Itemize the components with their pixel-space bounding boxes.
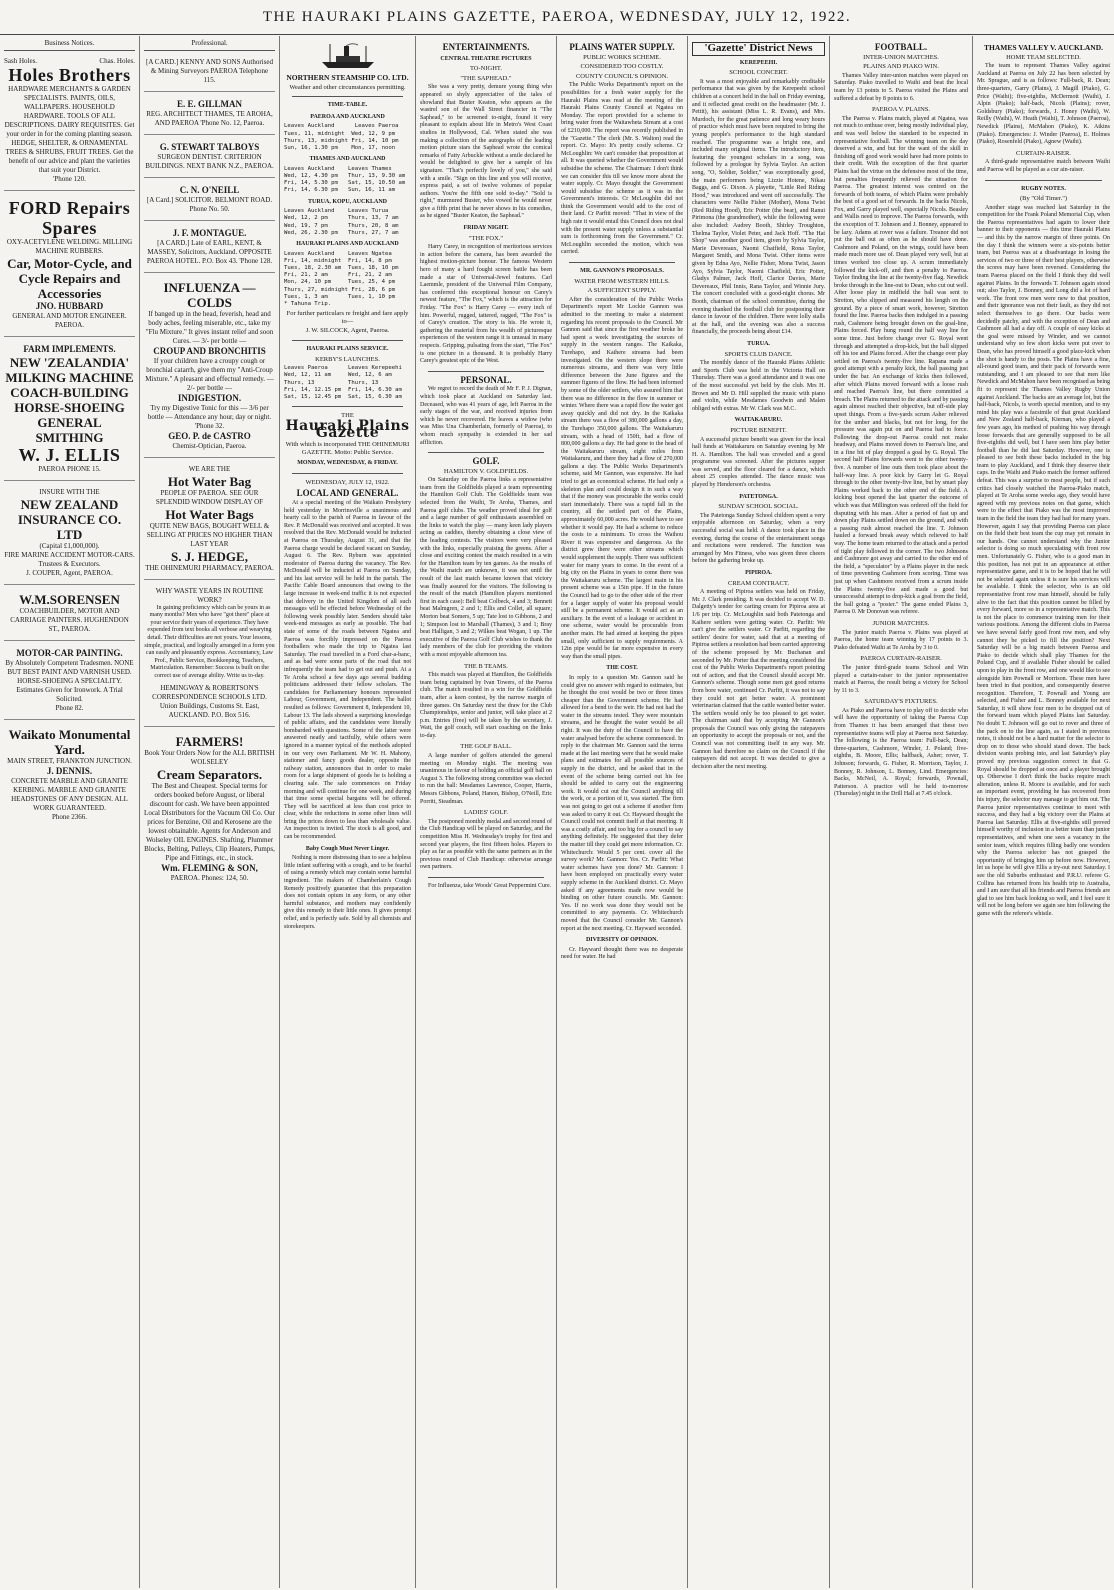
ad-title: INFLUENZA — COLDS (163, 279, 256, 310)
company-note: Weather and other circumstances permitting. (289, 83, 406, 91)
ad-body: In gaining proficiency which can be yours in as many months? Men who have "got there" place at your service their years of experience. They have expended from text books all verbose and wearying detail. Their difficulties are not yours. Your lessons, simple, practical, and logically arranged in a form you can easily and pleasantly express. Accountancy, Law Prof., Public Service, Bookkeeping, Teachers, Matriculation. Remember: Success is built on the correct use of average ability. Write us to-day. (144, 604, 275, 679)
ad-location: PAEROA PHONE 15. (38, 465, 101, 474)
ad-farmers (144, 730, 275, 889)
ad-pre: WE ARE THE (188, 464, 231, 473)
ad-body: Chemist-Optician, Paeroa. (172, 441, 247, 450)
ad-title: MOTOR-CAR PAINTING. (16, 648, 123, 659)
subheading: WATER FROM WESTERN HILLS. (574, 277, 670, 285)
ad-title: INDIGESTION. (177, 392, 242, 403)
subheading: INTER-UNION MATCHES. (863, 53, 939, 61)
ad-body: If your children have a croupy cough or bronchial catarrh, give them my "Anti-Croup Mixture." A pleasant and effectual remedy. — 2/- per bottle — (145, 356, 274, 392)
column-district-news (688, 36, 830, 1588)
column-football (830, 36, 973, 1588)
ad-title: CROUP AND BRONCHITIS (153, 345, 266, 356)
subheading: SUNDAY SCHOOL SOCIAL. (718, 503, 799, 511)
ad-title: Holes Brothers (8, 65, 131, 86)
ad-name: S. J. HEDGE, (171, 548, 248, 564)
ad-title: Waikato Monumental Yard. (8, 727, 131, 758)
ad-name: HEMINGWAY & ROBERTSON'S CORRESPONDENCE SCHOOLS LTD. (152, 683, 267, 701)
ad-title: Hot Water Bags (165, 506, 254, 522)
gazette-date: WEDNESDAY, JULY 12, 1922. (305, 478, 390, 486)
route-heading: HAURAKI PLAINS AND AUCKLAND (296, 241, 399, 247)
ad-headline: Car, Motor-Cycle, and Cycle Repairs and Accessories (7, 256, 132, 302)
subheading: JUNIOR MATCHES. (872, 619, 930, 627)
ad-body: QUITE NEW BAGS, BOUGHT WELL & SELLING AT PRICES NO HIGHER THAN LAST YEAR (146, 521, 273, 548)
subheading: FRIDAY NIGHT. (463, 225, 509, 232)
ad-name: GEO. P. de CASTRO (168, 430, 251, 441)
masthead: THE HAURAKI PLAINS GAZETTE, PAEROA, WEDNESDAY, JULY 12, 1922. (0, 0, 1114, 35)
film-title: "THE FOX." (468, 234, 504, 242)
service-times: Leaves Paeroa Leaves Kerepeehi Wed, 12, 11 am Wed, 12, 6 am Thurs, 13 Thurs, 13 Fri, 14, 12.15 pm Fri, 14, 6.30 am Sat, 15, 12.45 pm Sat, 15, 6.30 am (284, 365, 402, 400)
local-general-body: At a special meeting of the Waikato Presbytery held yesterday in Morrinsville a unanimous and hearty call to the parish of Paeroa in favour of the Rev. P. McDonald was received and accepted. It was resolved that the Rev. McDonald would be inducted at Paeroa on Thursday, August 31, and that the Paeroa charge would be declared vacant on Sunday, August 6. The Rev. Ryburn was appointed moderator of Paeroa during the vacancy. The Rev. McDonald will be inducted at Paeroa on Sunday, and his last service will be held in the parish. The Pacific Cable Board announces that owing to the large increase in week-end traffic it is not expected that delivery in the United Kingdom of all such messages will be effected before Wednesday of the following week possibly later. Senders should take week-end messages as early as possible. The bad state of some of the roads between Ngatea and Paeroa was forcibly impressed on the Paeroa footballers who made the trip to Ngatea last Saturday. The road travelled in a Ford char-a-banc, and as bad were some parts of the road that not infrequently the team had to get out and push. At a Te Aroha school a few days ago several budding politicians addressed their fellow scholars. The candidates for Parliamentary honours represented Labour, Government, and Independent. The ballot resulted as follows: Government 8, Independent 10, Labour 13. The lads showed a surprising knowledge of public affairs, and the candidates were literally bombarded with questions. Some of the latter were answered neatly and tactfully, while others were ignored in a manner typical of the methods adopted in our very own Parliament. Mr W. H. Mahony, stationer and fancy goods dealer, opposite the railway station, announces that in order to make room for a large shipment of goods he is holding a clearing sale. The sale commences on Friday morning and will continue for one week, and during that time some special bargains will be offered. They will be sacrificed at less than cost price to clear, while the reductions in some other lines will bring the prices down to less than wholesale value. An inspection is invited. The stock is all good, and can be recommended. (284, 499, 411, 841)
ad-oneill (144, 181, 275, 221)
route-heading: THAMES AND AUCKLAND (309, 156, 386, 163)
section-heading: RUGBY NOTES. (1021, 185, 1066, 192)
ad-monumental-yard (4, 723, 135, 828)
column-entertainments (416, 36, 557, 1588)
ad-kenny-sons (144, 54, 275, 92)
ad-body: CONCRETE MARBLE AND GRANITE KERBING. MARBLE AND GRANITE HEADSTONES OF ANY DESIGN. ALL WORK GUARANTEED. (11, 777, 128, 813)
article-body: A third-grade representative match between Waihi and Paeroa will be played as a cur ain-raiser. (977, 159, 1110, 173)
article-body: This match was played at Hamilton, the Goldfields team being captained by Ivan Towers, of the Paeroa club. The match resulted in a win for the Goldfields team, after a keen contest, by the narrow margin of three games. On Saturday next the draw for the Club Championships, senior and junior, will take place at 2 p.m. Entries (free) will be taken by the secretary, J. Watt, the golf couch, will start coaching on the links to-day. (420, 672, 552, 739)
section-banner: 'Gazette' District News (692, 42, 825, 56)
ad-body: The Best and Cheapest. Special terms for orders booked before August, or liberal discount for cash. We have been appointed Local Distributors for the Vacuum Oil Co. Our prices for Benzine, Oil and Kerosene are the lowest obtainable. Agents for Anderson and Wolseley OIL ENGINES. Shafting, Plummer Blocks, Belting, Pulleys, Clip Heaters, Pumps, Pipe and Fittings, etc., in stock. (144, 781, 275, 862)
ad-body: [A Card.] SOLICITOR. BELMONT ROAD. Phone No. 50. (146, 195, 273, 213)
ad-body: Book Your Orders Now for the ALL BRITISH WOLSELEY (144, 748, 275, 766)
subheading: CENTRAL THEATRE PICTURES (440, 55, 532, 62)
route-heading: TURUA, KOPU, AUCKLAND (307, 198, 387, 205)
ad-name: J. DENNIS. (46, 766, 93, 777)
film-title: "THE SAPHEAD." (460, 74, 512, 82)
article-body: After the consideration of the Public Works Department's report Mr Lockie Gannon was admitted to the meeting to make a statement regarding his recent proposals to the Council. Mr Gannon said that since the first weather broke he had spent a week investigating the sources of supply in the western ranges. The Kaikaka, Turehapo, and Kaihere streams had been investigated. On the western slope there were numerous streams, and there was very little difference between the June figures and the summer figures of the flow. He had been informed by some of the older settlers, who assured him that there was no difference in the flow in summer or winter. Where there was a rapid flow the water got away quickly and did not dry. In the Kaikaka stream there was a flow of 380,000 gallons a day, the Turehapo 350,000 gallons. The Waitakaruru stream, with a head of 150ft, had a flow of 800,000 gallons a day. He had gone to the head of the Waitakaruru stream, eight miles from Waitakaruru, and there they had a flow of 270,000 gallons a day. The Public Works Department's scheme, said Mr Gannon, was expensive. He had tried to get an economical scheme. He had only a skeleton plan and could design it in such a way that if the money was procurable the works could start immediately. There was a rapid fall in the country, all the settled part of the Plains, approximately 60,000 acres. He would have to see whether it would pay. He had a scheme to reduce the costs to a minimum. To cross the Waihou River it was expensive and dangerous. As the district grew there were other streams which would supplement the supply. There was sufficient water for many years to come. In the event of a big city on the Plains in years to come there was the Waitakaruru scheme. The largest main in his present scheme was a 15in pipe. If in the future the Council had to go to the other side of the river for a larger supply of water his proposal would still be a permanent scheme. It would act as an auxiliary. In the event of a leakage or accident in one scheme, water would be procurable from another main. He had aimed at keeping the pipes small, only sufficient to supply requirements. A 12in pipe would be far more expensive in every way than the small pipes. (561, 296, 683, 660)
subheading: PICTURE BENEFIT. (730, 426, 787, 434)
byline: (By "Old Timer.") (1019, 195, 1068, 203)
section-heading: ENTERTAINMENTS. (442, 42, 530, 52)
ad-body: HARDWARE MERCHANTS & GARDEN SPECIALISTS. PAINTS, OILS, WALLPAPERS. HOUSEHOLD HARDWARE. TOOLS OF ALL DESCRIPTIONS. DAIRY REQUISITES. Get your order in for the coming planting season. HEDGE, SHELTER, & ORNAMENTAL TREES & SHRUBS, FRUIT TREES. Get the benefit of our advice and plant the varieties that suit your District. (4, 85, 135, 175)
ad-title: FORD Repairs Spares (8, 198, 131, 239)
section-heading: FOOTBALL. (874, 42, 928, 52)
footer-ad: For Influenza, take Woods' Great Peppermint Cure. (428, 882, 552, 889)
subheading: LADIES' GOLF. (464, 809, 508, 817)
article-body: The team to represent Thames Valley against Auckland at Paeroa on July 22 has been selected by Mr. Sprague, and is as follows: Full-back, R. Dean; three-quarters, Garry (Plains), J. Magill (Piako), G. Price (Waihi); five-eighths, McDermott (Waihi), J. Alpin (Piako); half-back, Nicols (Plains); rover, Goldsbury (Piako); forwards, J. Honey (Waihi), W. Reilly (Waihi), W. Heath (Waihi), T. Johnson (Paeroa), Newdick (Plains), McMahon (Piako), K. Atkins (Piako). Emergencies: J. Winder (Paeroa), E. Holmes (Piako), Rosenfeld (Piako), Agnew (Waihi). (977, 63, 1110, 146)
subheading: MR. GANNON'S PROPOSALS. (580, 268, 664, 275)
subheading: PUBLIC WORKS SCHEME. (583, 53, 661, 61)
article-body: She was a very pretty, demure young thing who appeared so shyly appreciative of the tales of showland that Buster Keaton, who appears as the wastrel son of the Wall Street financier in "The Saphead," to be screened to-night, found it very pleasant to explain about life in Metro's West Coast studios in Hollywood, Cal. When stated she was making a collection of the autographs of the leading motion picture stars the Saphead wrote the comical remarks of Fatty Arbuckle without a smile declared he would be delighted to give her a sample of his signature. "That's perfectly lovely of you," she said with a smile. "Sign on this line and you will receive, express paid, a set of twelve volumes of popular authors. You're the fifth one sold to-day." "Sold is right," murmured Buster, who vowed he would never give a fifth print that he never shows in his comedies, as he signed "Buster Keaton, the Saphead." (420, 84, 552, 220)
gazette-nameplate: Hauraki Plains Gazette (285, 417, 410, 442)
subheading: TO-NIGHT. (469, 65, 503, 73)
steamship-icon (318, 42, 378, 70)
ad-insurance (4, 484, 135, 585)
ad-body: [A CARD.] Late of EARL, KENT, & MASSEY, Solicitors, Auckland. OPPOSITE PAEROA HOTEL. P.O. Box 43. 'Phone 128. (146, 238, 273, 265)
ad-headline: NEW 'ZEALANDIA' MILKING MACHINE (5, 355, 134, 386)
subheading: CONSIDERED TOO COSTLY. (580, 63, 664, 71)
column-steamship-local (280, 36, 416, 1588)
ad-body: COACHBUILDER, MOTOR AND CARRIAGE PAINTERS. HUGHENDON ST., PAEROA. (10, 607, 129, 634)
section-heading: PLAINS WATER SUPPLY. (569, 42, 675, 52)
subheading: PAEROA CURTAIN-RAISER. (860, 655, 942, 663)
ad-name: Wm. FLEMING & SON, (161, 862, 258, 873)
article-body: The Paeroa v. Plains match, played at Ngatea, was not much to enthuse over, being mostly individual play, and was well below the standard to be expected in representative football. The winning team on the day deserved a win, and but for the want of the skill in finishing off good work would have had more points to their credit. With the exception of the first quarter Plains had the virtue on the defensive most of the time, but penalties frequently relieved the situation for Paeroa. The greatest interest was centred on the forwards of both teams, of which Plains were probably the best of a good set of forwards. In the backs Nicols, Fox, and Garry played well, especially Nicols. Beasley and Wallis need to improve. The Paeroa forwards, with the exception of T. Johnson and J. Bonney, appeared to be lazy. Adams at rover was a failure. Treanor did not put the ball out as often as he should have done. Cashmore and Poland, on the wings, could have been made much more use of. Dean played very well, but at times worked too close up. A scrum immediately followed the kick-off, and then a penalty to Paeroa. Taylor finding the line at the twenty-five flag. Newdick broke through in the line-out to Dean, who cut out well. After loose play in midfield the ball was sent to Stretton, who slipped and measured his length on the ground. By a piece of smart work, however, Stretton found the line. Paeroa backs then indulged in a passing rush, Cashmore being brought down on the goal-line, Plains forced. Play hung round the half way line for some time. Just before change over G. Royal went through and attempted a drop-kick, but the ball slipped off his toe and Plains forced. After the change over play settled on Paeroa's twenty-five line. Rapana made a good attempt with a penalty kick, the ball passing just under the bar. An exchange of kicks then followed, after which Plains moved forward with a loose rush and reached Paeroa's line, but there committed a breach. The Plains returned to the attack and by passing again almost reached their objective, but off-side play upset things. From a five-yards scrum Asher relieved for the umber and blacks, but not for long, for the pressure was again put on and Paeroa had to force. Following the drop-out Paeroa could not make headway, and Plains moved down to Paeroa's line, and in a fine bit of play dropped a goal by G. Royal. The second half Plains forwards went to the other twenty-five. A number of line outs then took place about the half-way line. A poor kick by Garry let G. Royal through to the other twenty-five line, but by smart play Plains worked back to the other end of the field. A kicking bout opened the last quarter the outcome of which was that Millington was ordered off the field for disputing with his man. After a period of fast up and down play Plains settled down on the ground, and with a passing rush almost reached the line. T. Johnson hauled a forward break away which relieved to half way. The home team returned to the attack and a period of tight play followed in the corner. The two Johnsons and Cashmore got away and carried to the other end of the field, a "speculator" by a Plains player in the neck of time preventing Cashmore from scoring. Time was just up when Cashmore received from a scrum inside the Plains twenty-five and made a good but unsuccessful attempt to drop-kick a goal from the field, the ball going a "poster." The game ended Plains 3, Paeroa 0. Mr Donovan was referee. (834, 115, 969, 616)
ad-title: FARM IMPLEMENTS. (23, 344, 116, 355)
ad-body: SURGEON DENTIST. CRITERION BUILDINGS. NEXT BANK N.Z., PAEROA. (145, 152, 274, 170)
gazette-subtitle: With which is incorporated THE OHINEMURI GAZETTE. Motto: Public Service. (285, 440, 410, 456)
subheading: PLAINS AND PIAKO WIN. (863, 63, 939, 71)
ad-body: PAEROA. Phones: 124, 50. (170, 873, 249, 882)
ad-body: COACH-BUILDING HORSE-SHOEING GENERAL SMITHING (10, 385, 129, 446)
section-heading: THAMES VALLEY V. AUCKLAND. (984, 43, 1103, 52)
subheading: HOME TEAM SELECTED. (1006, 53, 1081, 61)
gazette-the: THE (341, 412, 354, 420)
service-heading: HAURAKI PLAINS SERVICE. (306, 346, 389, 352)
ad-body: Try my Digestive Tonic for this — 3/6 per bottle — Attendance any hour, day or night. 'Phone 32. (147, 403, 272, 430)
ad-title: E. E. GILLMAN (176, 98, 242, 109)
column-rugby (973, 36, 1114, 1588)
baby-cough-body: Nothing is more distressing than to see a helpless little infant suffering with a cough, and to be fearful of using a remedy which may contain some harmful ingredient. The makers of Chamberlain's Cough Remedy positively guarantee that this preparation does not contain opium in any form, or any other harmful substance, and mothers may confidently give this remedy to their little ones. It gives prompt relief, and is perfectly safe. Sold by all chemists and storekeepers. (284, 855, 411, 930)
locality-heading: WAITAKARURU. (734, 417, 783, 424)
gazette-days: MONDAY, WEDNESDAY, & FRIDAY. (297, 460, 398, 467)
ad-sorensen (4, 588, 135, 641)
ad-phone: Phone 2366. (52, 813, 87, 822)
subheading: THE B TEAMS. (464, 662, 508, 670)
article-body: The postponed monthly medal and second round of the Club Handicap will be played on Saturday, and the competition Miss H. Wednesday's trophy for first and second year players, the first fifteen holes. Players to play as far as possible with the same partners as in the previous round of Club Handicap: otherwise arrange own partners. (420, 818, 552, 871)
column-professional (140, 36, 280, 1588)
ad-correspondence-schools (144, 583, 275, 727)
ad-montague (144, 224, 275, 273)
ad-influenza (144, 276, 275, 458)
column-header: Professional. (144, 40, 275, 51)
ad-motor-painting (4, 644, 135, 720)
route-times: Leaves Auckland Leaves Thames Wed, 12, 4.30 pm Thur, 13, 9.30 am Fri, 14, 5.30 pm Sat, 15, 10.50 am Fri, 14, 6.30 pm Sun, 16, 11 am (284, 165, 406, 194)
subheading: THE COST. (606, 665, 638, 672)
timetable-note: For further particulars re freight and fare apply to— (286, 310, 409, 325)
timetable-heading: TIME-TABLE. (327, 102, 368, 109)
ad-headline: Cream Separators. (156, 766, 263, 782)
column-water-supply (557, 36, 688, 1588)
route-times: Leaves Auckland Leaves Turua Wed, 12, 2 pm Thurs, 13, 7 am Wed, 19, 7 pm Thurs, 20, 8 am Wed, 26, 2.30 pm Thurs, 27, 7 am (284, 208, 399, 236)
service-subheading: KERBY'S LAUNCHES. (315, 355, 380, 363)
article-body: Harry Carey, in recognition of meritorious services in action before the camera, has been awarded the highest motion-picture honour. The famous Western hero of many a hard fought screen battle has been made a star of Universal-Jewel features. Carl Laemmle, president of the Universal Film Company, has conferred this exceptional honour on Carey's newest feature, "The Fox," which is the attraction for Friday. "The Fox" is Harry Carey — every inch of him. Powerful, rugged, tattered, ragged, "The Fox" is of Carey's creation. The story is his. He wrote it, gathering the material from his wealth of picturesque experiences of the western range it is unusual in many respects. Gripping, pulsating from the start, "The Fox" is one picture in a thousand. It is probably Harry Carey's greatest epic of the West. (420, 244, 552, 365)
column-business-notices (0, 36, 140, 1588)
subheading: DIVERSITY OF OPINION. (585, 937, 659, 944)
article-body: A successful picture benefit was given for the local hall funds at Waitakaruru on Saturday evening by Mr H. A. Hamilton. The hall was crowded and a good programme was screened. After the pictures supper was served, and the floor cleared for a dance, which about 25 couples attended. The dance music was played by Henderson's orchestra. (692, 436, 825, 489)
ad-body: [A CARD.] KENNY AND SONS Authorised & Mining Surveyors PAEROA Telephone 115. (146, 57, 273, 84)
article-body: The monthly dance of the Hauraki Plains Athletic and Sports Club was held in the Victoria Hall on Thursday. There was a good attendance and it was one of the most successful yet held by the club. Mrs H. Brown and Mr D. Hill supplied the music with piano and violin, while Mesdames Goodwin and Malen obliged with extras. Mr W. Clark was M.C. (692, 360, 825, 412)
article-body: We regret to record the death of Mr F. P. J. Dignan, which took place at Auckland on Saturday last. Deceased, who was 41 years of age, left Paeroa in the early stages of the war, and received injuries from which he never recovered. He leaves a widow (who was Miss Una Chamberlain, formerly of Paeroa), to whom much sympathy is extended in her sad affliction. (420, 386, 552, 446)
section-heading: GOLF. (472, 456, 500, 467)
route-times: Leaves Auckland Leaves Ngatea Fri, 14, midnight Fri, 14, 8 pm Tues, 18, 2.30 am Tues, 18, 10 pm Fri, 21, 2 am Fri, 21, 2 am Mon, 24, 10 pm Tues, 25, 4 pm Thurs, 27, midnight Fri, 28, 6 pm Tues, 1, 3 am Tues, 1, 10 pm * Tahuna Trip. (284, 250, 399, 308)
ad-body: FIRE MARINE ACCIDENT MOTOR-CARS. Trustees & Executors. (4, 551, 135, 569)
ad-talboys (144, 138, 275, 178)
ad-agent: J. COUPER, Agent, PAEROA. (26, 569, 113, 578)
subheading: SATURDAY'S FIXTURES. (864, 698, 938, 706)
ad-title: Hot Water Bag (167, 473, 252, 489)
ad-body: If banged up in the head, feverish, head and body aches, feeling miserable, etc., take my "Flu Mixture." It gives instant relief and soon Cures. — 3/- per bottle — (145, 309, 274, 345)
ad-right-name: Chas. Holes. (99, 56, 135, 65)
company-name: NORTHERN STEAMSHIP CO. LTD. (286, 73, 409, 82)
ad-ford (4, 194, 135, 337)
local-general-heading: LOCAL AND GENERAL. (296, 488, 399, 499)
ad-phone: Phone 82. (55, 704, 84, 713)
article-body: The Public Works Department's report on the possibilities for a fresh water supply for the Hauraki Plains was read at the meeting of the Hauraki Plains County Council at Ngatea on Monday. The report provided for a scheme to bring water from the Waitawheta Stream at a cost of £210,000. The report was recently published in the "Gazette." The clerk (Mr. S. Walton) read the report. Cr. Mayo: It's pretty costly scheme. Cr McLoughlin: We can't consider that proposition at all. It was queried whether the Government would subsidise the scheme. The Chairman: I don't think we can consider this till we know more about the water supply. Cr. Mayo thought the Government would subsidise the scheme as it was in the Government's interests. Cr McLoughlin did not think the Government would add to the cost of their land. Cr Parfitt moved: "That in view of the high rate it would entail this Council does not deal with the present water supply unless a substantial sum is forthcoming from the Government." Cr. McLoughlin seconded the motion, which was carried. (561, 82, 683, 256)
subheading: SCHOOL CONCERT. (729, 69, 788, 77)
ad-title: G. STEWART TALBOYS (159, 141, 260, 152)
ad-title: FARMERS! (175, 733, 244, 749)
ad-body: THE OHINEMURI PHARMACY, PAEROA. (145, 563, 274, 572)
ad-farm-implements (4, 340, 135, 481)
ad-head: WHY WASTE YEARS IN ROUTINE WORK? (155, 586, 264, 604)
article-body: Thames Valley inter-union matches were played on Saturday. Piako travelled to Waihi and beat the local team by 13 points to 5. Paeroa visited the Plains and suffered a defeat by 8 points to 6. (834, 72, 968, 102)
ad-body: OXY-ACETYLENE WELDING. MILLING MACHINE RUBBERS. (6, 238, 133, 256)
locality-heading: PATETONGA. (739, 493, 778, 500)
article-body: It was a most enjoyable and remarkably creditable performance that was given by the Kerepeehi school children at a concert held in the hall on Friday evening, and it reflected great credit on the headmaster (Mr. J. Pettit), his assistant (Miss L. R. Evans), and Mrs. Murdoch, for the great patience and long weary hours of practice which must have been required to bring the young people's performance to the high standard reached. The programme was a bright one, and included many original items. The introductory item, featuring the youngest scholars in a song, was followed by a prologue by Sylvia Taylor. An action song, "O, Soldier, Soldier," was exceptionally good, the main performers being Lizzie Hotene, Nikau Baggs, and G. Dixon. A playette, "Little Red Riding Hood," was introduced and went off successfully. The characters were Nellie Fisher (Mother), Mona Twist (Red Riding Hood), Eric Potter (the bear), and Ranui Pirimona (the grandmother), while the following were also included: Audrey Booth, Shirley Troughton, Thelma Taylor, Violet Peter, and Jack Hoff. "The Hat Shop" was another good item, given by Sylvia Taylor, Marie Devereaux, Naomi Chatfield, Rona Taylor, Margaret Smith, and Mona Twist. Other items were given by Edna Ayo, Nellie Fisher, Mona Twist, Jason Ayo, Sylvia Taylor, Naomi Chatfield, Eric Potter, Gladys Palmer, Jack Hoff, Clarice Davies, Marie Devereaux, Phil Innis, Rana Taylor, and Winnie Jury. The concert concluded with a good-night chorus. Mr Booth, chairman of the school committee, during the evening thanked the football club for postponing their dance in favour of the children. There were lolly stalls at the hall, and the evening was also a success financially, the proceeds being about £14. (692, 78, 825, 336)
ad-left-name: Sash Holes. (4, 56, 38, 65)
locality-heading: KEREPEEHI. (739, 59, 778, 66)
section-heading: PERSONAL. (460, 374, 512, 385)
ad-title: W.M.SORENSEN (19, 592, 120, 608)
ad-address: Union Buildings, Customs St. East, AUCKLAND. P.O. Box 516. (159, 701, 260, 719)
ad-title: NEW ZEALAND INSURANCE CO. LTD (17, 497, 122, 543)
column-header: Business Notices. (4, 40, 135, 51)
ad-holes-brothers (4, 54, 135, 192)
baby-cough-heading: Baby Cough Must Never Linger. (305, 845, 390, 852)
ad-body: By Absolutely Competent Tradesmen. NONE BUT BEST PAINT AND VARNISH USED. HORSE-SHOEING A SPECIALITY. Estimates Given for Ironwork. A Trial Solicited. (5, 659, 134, 704)
article-body: Cr. Hayward thought there was no desperate need for water. He had (561, 946, 683, 961)
article-body: On Saturday on the Paeroa links a representative team from the Goldfields played a team representing the Hamilton Golf Club. The Goldfields team was selected from the Waihi, Te Aroha, Thames, and Paeroa golf clubs. The weather proved ideal for golf and a large number of golf enthusiasts assembled on the links to watch the play — many keen lady players acting as caddies, thereby obtaining a close view of the leading contests. The visitors were very pleased with the links, especially praising the greens. After a close and exciting contest the match resulted in a win for the Hamilton team by ten games. As the results of the Waihi match are unknown, it was not until the result of the last match became known that victory was finally assured for the visitors. The following is the result of the match (Hamilton players mentioned first in each case): Bell beat Colbeck, 4 and 3; Bennett beat Malmgren, 2 and 1; Ellis and Collet, all square; Morton beat Somers, 5 up; Tate lost to Gibbons, 2 and 1; Simpson lost to Marshall (Thames), 3 and 1; Bray beat Halligan, 3 and 2; Wilkes beat Wogan, 1 up. The executive of the Paeroa Golf Club wishes to thank the lady members of the club for providing the visitors with a most enjoyable afternoon tea. (420, 477, 552, 658)
subheading: HAMILTON V. GOLDFIELDS. (443, 467, 529, 475)
subheading: CURTAIN-RAISER. (1016, 149, 1071, 157)
subheading: COUNTY COUNCIL'S OPINION. (575, 72, 669, 80)
ad-title: C. N. O'NEILL (179, 184, 240, 195)
ad-body: REG. ARCHITECT THAMES, TE AROHA, AND PAEROA 'Phone No. 12, Paeroa. (146, 109, 273, 127)
article-body: As Piako and Paeroa have to play off to decide who will have the opportunity of taking the Paeroa Cup from Thames it has been arranged that these two representative teams will play at Paeroa next Saturday. The following is the Paeroa team: Full-back, Dean; three-quarters, Cashmore, Winder, J. Poland; five-eighths, B. Moore, Ellis; halfback, Asher; rover, T. Johnson; forwards, G. Fisher, R. Morrison, Taylor, J. Bonney, R. Johnson, L. Bonney, Lind. Emergencies: Backs, McNeil, A. Royal; forwards, Pownall, Patterson. A practice will be held to-morrow (Thursday) night in the Drill Hall at 7.45 o'clock. (834, 707, 968, 798)
ad-body: GENERAL AND MOTOR ENGINEER. PAEROA. (12, 312, 127, 330)
ad-hot-water-bags (144, 461, 275, 580)
timetable-agent: J. W. SILCOCK, Agent, Paeroa. (305, 327, 390, 335)
subheading: A SUFFICIENT SUPPLY. (587, 287, 657, 295)
route-heading: PAEROA AND AUCKLAND (310, 113, 385, 120)
article-body: The junior match Paeroa v. Plains was played at Paeroa, the home team winning by 17 points to 3. Piako defeated Waihi at Te Aroha by 3 to 0. (834, 629, 968, 651)
ad-pre: INSURE WITH THE (39, 488, 100, 497)
ad-gillman (144, 95, 275, 135)
route-times: Leaves Auckland Leaves Paeroa Tues, 11, midnight Wed, 12, 9 pm Thurs, 13, midnight Fri, 14, 10 pm Sun, 16, 1.30 pm Mon, 17, noon (284, 123, 399, 151)
article-body: Another stage was reached last Saturday in the competition for the Frank Poland Memorial Cup, when the Paeroa representatives had again to lower their banner to their opponents — this time Hauraki Plains — and this by the narrow margin of three points. On the day I think the winners were a six-points better team, but Paeroa was at a disadvantage in losing the services of two or three of their best players, otherwise the scores may have been reversed. Considering the team Paeroa placed on the field I think they did well against Plains. In the forwards T. Johnson again stood out; also Taylor, J. Bonney, and Long did a lot of hard work. The front row men were new to that position, and their ignorance was not their fault, as they did not select themselves to go there. Our backs were decidedly patchy, and with the exception of Dean and Cashmore all had a day off. A couple of easy kicks at the goal were missed by Winder, and we cannot understand why so few short kicks were put over to Dean, who has proved himself a good place-kick when the shot is handy to the posts. The Plains have a fine, all-round good team, and their pack of forwards were outstanding, and I am pleased to see that men like Newdick and McMahon have been recognised as being fit to represent the Thames Valley Rugby Union against Auckland. The backs are an average lot, but the half-back, Nicols, is worth special mention, and to my mind his play was a facsimile of that great Auckland and New Zealand half-back, Kiernan, who played a few years ago, his method of pushing his way through loose forwards that are generally supposed to be all five-eighths did well, but I have seen him play better football than he did last Saturday. However, one is pleased to see both these backs included in the big team to play Auckland, and I think they deserve their caps. In the Waihi and Piako match the former suffered defeat. This was a surprise to most people, but if such critics had closely watched the Paeroa-Piako match, played at Te Aroha some weeks ago, they would have agreed with my previous notes on that game, which were to the effect that Piako was the most improved team in the field the team they had had for many years. However, again I say that providing Paeroa can place on the field their best team the cup may yet remain in our hands. One cannot understand why the Junior selector is doing so much speculating with front row men. Unfortunately G. Fisher, who is a good man in this position, has not put in an appearance at either representative game, and it is to be hoped that he will not be selected again unless it is sure his services will be available. I think the selector, who is an old representative front row man himself, should be fully alive to the fact that this position cannot be filled by every forward, more so in a representative match. This is not the place to commence training men for their various positions. Among the different clubs in Paeroa we have several fairly good front row men, and why cannot they be picked to fill the position? Next Saturday will be a big match between Paeroa and Piako to decide which shall play Thames for the Poland Cup, and if available Fisher should be called upon to play in the front row, and one would like to see alongside him Pownall or Morrison. These men have been tried in that position, and consequently deserve recognition. Therefore, T. Pownall and Young are selected, and Fisher and L. Bonney available for next Saturday, it will show four men to be dropped out of the forward team which played Plains last Saturday. No doubt T. Johnson will go out to rover and three of the pack on to the line again, as I stated in previous notes, it should not be a hard matter for the selector to drop on to those who should stand down. The back division wants probing into, and last Saturday's play proved my previous suggestion correct in that G. Royal should be dropped at once and a player brought up. Otherwise I don't think the backs require much alteration, unless R. Moore is available, and for such an important event, providing he has recovered from his injury, the selector may manage to get him out. The Paeroa junior representatives continue to meet with success, and they had a big victory over the Plains at Paeroa last Saturday. Ellis at five-eighths still proved himself worthy of inclusion in a better team than junior representatives, and when one sees a vacancy in the senior team, which requires filling badly one wonders why the Paeroa selector has not grasped the opportunity of bringing him up before now. However, let us hope he will give Ellis a try-out next Saturday. I see the old Suburbs enthusiast and P.R.U. referee G. Collins has returned from his health trip to Australia, and I am sure that all his friends and Paeroa friends are glad to see him back looking so well, and I feel sure it will not be long before we again see him following the game with the referee's whistle. (977, 204, 1110, 917)
subheading: THE GOLF BALL. (460, 743, 512, 751)
ad-name: W. J. ELLIS (18, 445, 121, 466)
ad-body: PEOPLE OF PAEROA. SEE OUR SPLENDID WINDOW DISPLAY OF (155, 488, 264, 506)
ad-title: J. F. MONTAGUE. (172, 227, 247, 238)
ad-phone: 'Phone 120. (53, 175, 86, 184)
article-body: In reply to a question Mr. Gannon said he could give no answer with regard to estimates, but he thought the cost would be two or three times cheaper than the Government scheme. He had allowed for a bend to the weir. He had not had the water in the streams tested. They were mountain streams, and he thought the water would be all right. It was the duty of the Council to have the water analysed before the scheme commenced. In reply to the chairman Mr. Gannon said the terms made at the last meeting were that he would make plans and estimates for all possible sources of supply in the district, and he asked that in the event of the scheme being carried out his fee should be added to carry out the engineering work. It would cut out the Council anything till the work, or a portion of it, was started. The firm was not going to get out a scheme if another firm was asked to carry it out. Cr. Hayward thought the Council could not commit itself at that meeting. It was a costly affair, and too big for a council to say anything definitely. He suggested that they defer the matter till they could get more information. Cr. Whitechurch: Would 5 per cent. cover all the survey work? Mr. Gannon: Yes. Cr. Parfitt: What water schemes have you done? Mr. Gannon: I have been employed on practically every water supply scheme in the Auckland district. Cr. Mayo asked if any agreements made now would be binding on other future councils. Mr. Gannon: Yes. If no work was done they would not be committed to any payments. Cr. Whitechurch moved that the Council consider Mr. Gannon's report at the next meeting. Cr. Hayward seconded. (561, 674, 683, 932)
article-body: A large number of golfers attended the general meeting on Monday night. The meeting was unanimous in favour of holding an official golf ball on August 3. The following strong committee was elected to run the ball: Mesdames Lawrence, Cooper, Harris, Messrs Gibbons, Poland, Hanon, Bishop, O'Neill, Eric Porritt, Steadman. (420, 753, 552, 805)
ad-name: JNO. HUBBARD (35, 301, 104, 312)
article-body: The junior third-grade teams School and Win played a curtain-raiser to the junior representative match at Paeroa, the result being a victory for School by 11 to 3. (834, 664, 968, 694)
subheading: SPORTS CLUB DANCE. (724, 350, 793, 358)
article-body: A meeting of Pipiroa settlers was held on Friday, Mr. J. Clark presiding. It was decided to accept W. D. Dalgetty's tender for carting cream for Pipiroa area at 1/6 per trip. Cr. McLoughlin said both Patetonga and Kaihere settlers were getting water. Cr. Parfitt: We can't give the settlers water. Cr Parfitt, regarding the settlers' desire for water, said that at a meeting of Pipiroa settlers a resolution had been carried approving of the scheme proposed by Mr. Buchanan and seconded by Mr. Porter that the meeting considered the cost of the Public Works Department's report pointing out of action, and that the Council should accept Mr. Gannon's scheme. Though some men got good returns from bore water, continued Cr. Parfitt, it was not to say they could not get better water. A prominent veterinarian claimed that the cattle wanted better water. The settlers would only be too pleased to get water. The chairman said that by accepting Mr Gannon's proposals the Council was only giving the ratepayers an opportunity to accept the proposals or not, and the Council was not committing itself in any way. Mr. Gannon had therefore no claim on the Council if the ratepayers did not accept. It was decided to give a decision after the next meeting. (692, 589, 825, 770)
ad-body: MAIN STREET, FRANKTON JUNCTION. (7, 757, 132, 766)
locality-heading: PIPIROA. (745, 570, 772, 576)
subheading: PAEROA V. PLAINS. (871, 106, 931, 114)
locality-heading: TURUA. (747, 340, 770, 347)
subheading: CREAM CONTRACT. (728, 579, 789, 587)
ad-capital: (Capital £1,000,000). (39, 542, 100, 551)
article-body: The Patetonga Sunday School children spent a very enjoyable afternoon on Saturday, when a very successful social was held. A dance took place in the evening, during the course of the entertainment songs and recitations were rendered. The function was arranged by Mrs Fitness, who was given three cheers before the gathering broke up. (692, 512, 825, 565)
